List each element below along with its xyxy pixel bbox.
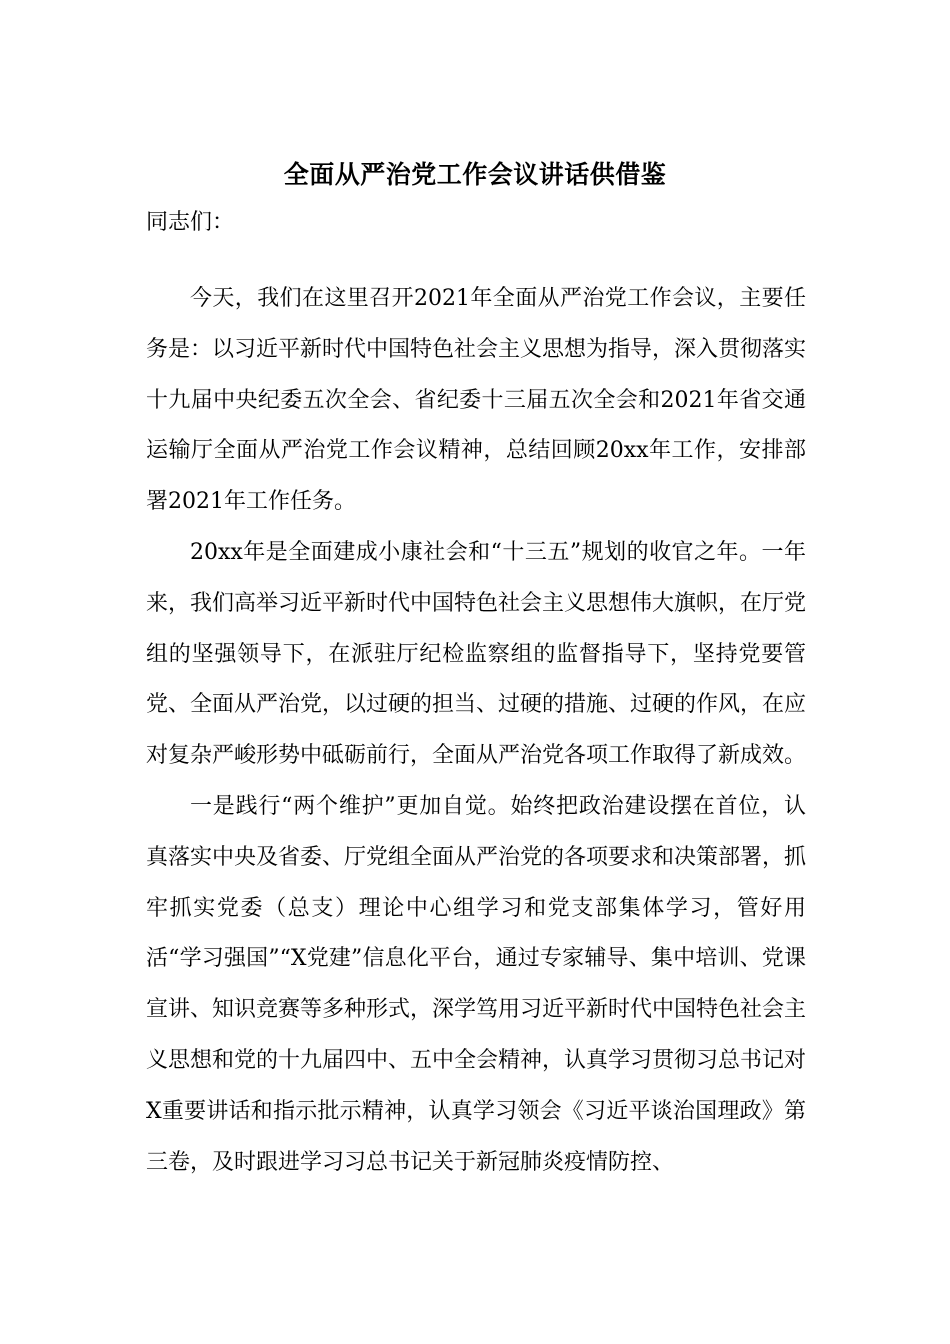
document-body — [146, 274, 806, 1188]
paragraph-review: 20xx年是全面建成小康社会和“十三五”规划的收官之年。一年来，我们高举习近平新时代中国特色社会主义思想伟大旗帜，在厅党组的坚强领导下，在派驻厅纪检监察组的监督指导下，坚持党要管党、全面从严治党，以过硬的担当、过硬的措施、过硬的作风，在应对复杂严峻形势中砥砺前行，全面从严治党各项工作取得了新成效。 — [146, 539, 807, 769]
paragraph-point-one: 一是践行“两个维护”更加自觉。始终把政治建设摆在首位，认真落实中央及省委、厅党组全面从严治党的各项要求和决策部署，抓牢抓实党委（总支）理论中心组学习和党支部集体学习，管好用活“学习强国”“X党建”信息化平台，通过专家辅导、集中培训、党课宣讲、知识竞赛等多种形式，深学笃用习近平新时代中国特色社会主义思想和党的十九届四中、五中全会精神，认真学习贯彻习总书记对X重要讲话和指示批示精神，认真学习领会《习近平谈治国理政》第三卷，及时跟进学习习总书记关于新冠肺炎疫情防控、 — [146, 793, 807, 1175]
paragraph-opening: 今天，我们在这里召开2021年全面从严治党工作会议，主要任务是：以习近平新时代中国特色社会主义思想为指导，深入贯彻落实十九届中央纪委五次全会、省纪委十三届五次全会和2021年省交通运输厅全面从严治党工作会议精神，总结回顾20xx年工作，安排部署2021年工作任务。 — [146, 286, 807, 515]
document-title: 全面从严治党工作会议讲话供借鉴 — [283, 160, 667, 189]
salutation: 同志们： — [146, 210, 235, 235]
